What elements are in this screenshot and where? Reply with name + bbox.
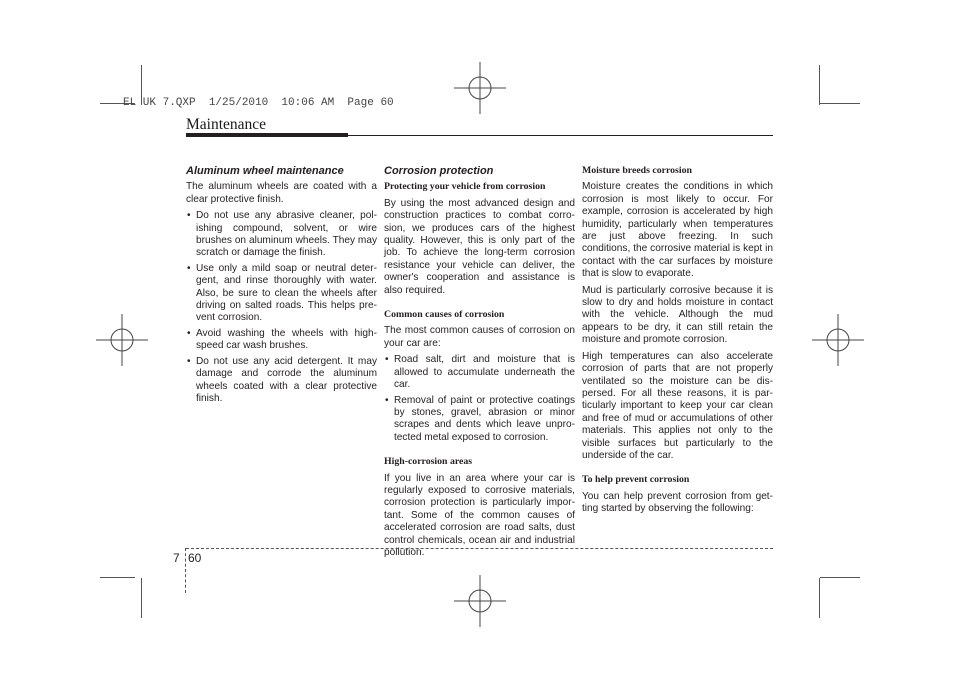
list-item: • Do not use any acid detergent. It may damage and corrode the aluminum wheels coated with a clear protective finish. <box>186 356 377 406</box>
registration-mark-icon <box>812 314 864 366</box>
list-item: • Do not use any abrasive cleaner, polishing compound, solvent, or wire brushes on aluminum wheels. They may scratch or damage the finish. <box>186 210 377 260</box>
paragraph: You can help prevent corrosion from getting started by observing the following: <box>582 490 773 515</box>
crop-mark <box>819 65 820 105</box>
list-item: • Removal of paint or protective coatings by stones, gravel, abrasion or minor scrapes and dents which leave unprotected metal exposed to corrosion. <box>384 395 575 445</box>
crop-mark <box>100 577 135 578</box>
crop-mark <box>820 577 860 578</box>
page-number: 60 <box>188 551 202 565</box>
footer-divider <box>185 548 186 593</box>
paragraph: Mud is particularly corrosive because it is slow to dry and holds moisture in contact with the vehicle. Although the mud appears to be dry, it can still retain the moisture and promote corrosion. <box>582 284 773 346</box>
footer-rule <box>186 548 773 549</box>
paragraph: The aluminum wheels are coated with a clear protective finish. <box>186 181 377 205</box>
column-2 <box>384 165 575 563</box>
subheading: Common causes of corrosion <box>384 309 505 321</box>
registration-mark-icon <box>454 62 506 114</box>
registration-mark-icon <box>454 575 506 627</box>
header-rule <box>348 135 773 136</box>
section-title: Maintenance <box>186 116 267 133</box>
subheading: High-corrosion areas <box>384 456 473 468</box>
bullet-list <box>384 354 575 444</box>
section-heading: Aluminum wheel maintenance <box>186 165 344 177</box>
list-item: • Use only a mild soap or neutral detergent, and rinse thoroughly with water. Also, be sure to clean the wheels after driving on salted roads. This helps prevent corrosion. <box>186 263 377 325</box>
paragraph: By using the most advanced design and construction practices to combat corrosion, we produces cars of the highest quality. However, this is only part of the job. To achieve the long-term corrosion resistance your vehicle can deliver, the owner's cooperation and assistance is also required. <box>384 197 575 296</box>
crop-mark <box>820 103 860 104</box>
list-item: • Avoid washing the wheels with high-speed car wash brushes. <box>186 328 377 353</box>
crop-mark <box>141 578 142 618</box>
subheading: Moisture breeds corrosion <box>582 165 692 176</box>
subheading: To help prevent corrosion <box>582 474 690 486</box>
header-bar <box>186 133 348 137</box>
section-heading: Corrosion protection <box>384 165 494 177</box>
bullet-list <box>186 210 377 405</box>
paragraph: If you live in an area where your car is regularly exposed to corrosive materials, corrosion protection is particularly important. Some of the common causes of accelerated corrosion are road salts, dust control chemicals, ocean air and industrial pollution. <box>384 472 575 558</box>
paragraph: Moisture creates the conditions in which corrosion is most likely to occur. For example, corrosion is accelerated by high humidity, particularly when temperatures are just above freezing. In such conditions, the corrosive material is kept in contact with the car surfaces by moisture that is slow to evaporate. <box>582 181 773 280</box>
crop-mark <box>819 578 820 618</box>
paragraph: The most common causes of corrosion on your car are: <box>384 325 575 349</box>
column-1 <box>186 165 377 409</box>
section-number: 7 <box>173 551 180 565</box>
list-item: • Road salt, dirt and moisture that is allowed to accumulate underneath the car. <box>384 354 575 391</box>
column-3 <box>582 165 773 520</box>
registration-mark-icon <box>96 314 148 366</box>
paragraph: High temperatures can also accelerate corrosion of parts that are not properly ventilated so the moisture can be dispersed. For all these reasons, it is particularly important to keep your car clean and free of mud or accumulations of other materials. This applies not only to the visible surfaces but particularly to the underside of the car. <box>582 350 773 461</box>
subheading: Protecting your vehicle from corrosion <box>384 181 546 193</box>
print-slug: EL UK 7.QXP 1/25/2010 10:06 AM Page 60 <box>123 97 394 109</box>
